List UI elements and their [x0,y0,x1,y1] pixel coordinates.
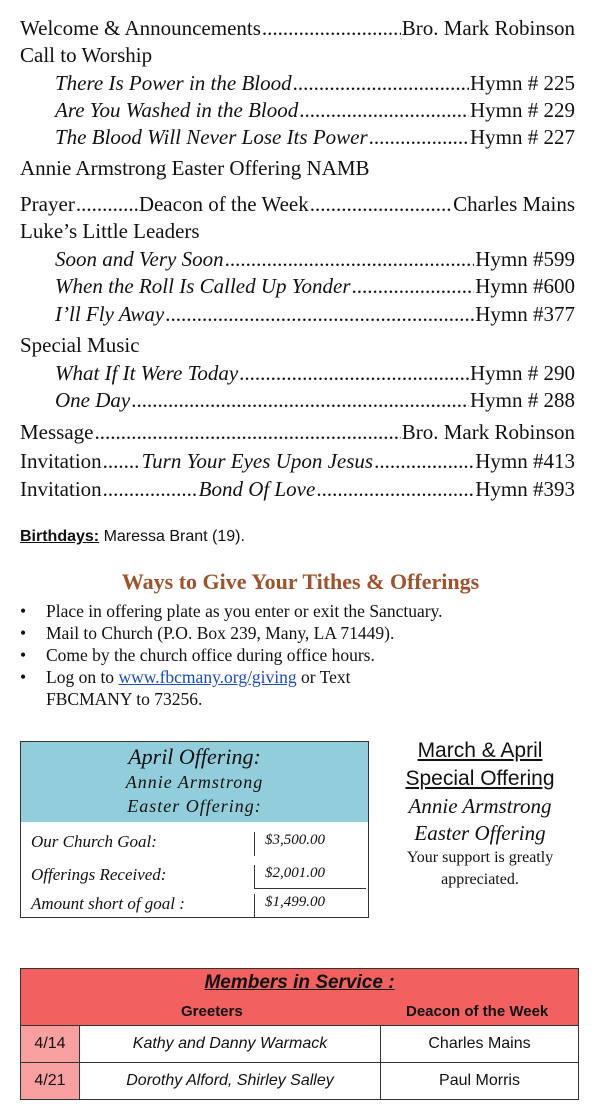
birthdays-text: Maressa Brant (19). [99,528,245,545]
hymn-line: The Blood Will Never Lose Its Power ..... Hymn # 227 [55,124,575,150]
list-item: • Come by the church office during office hours. [20,645,375,665]
members-title: Members in Service : [204,972,395,993]
welcome-line: Welcome & Announcements ..... Bro. Mark Robinson [20,15,575,41]
offering-row: Amount short of goal : $1,499.00 [21,888,368,918]
offering-row: Our Church Goal: $3,500.00 [21,826,368,856]
lukes-little-leaders: Luke’s Little Leaders [20,219,200,243]
bullet-icon: • [20,601,27,621]
members-header [21,969,578,1026]
hymn-line: Are You Washed in the Blood ..... Hymn # 229 [55,97,575,123]
bullet-icon: • [20,623,27,643]
hymn-line: One Day ..... Hymn # 288 [55,387,575,413]
offering-sub1: Annie Armstrong [125,772,264,792]
offering-row: Offerings Received: $2,001.00 [21,859,368,889]
offering-title: April Offering: [128,744,261,769]
birthdays-label: Birthdays: [20,528,100,545]
giving-title: Ways to Give Your Tithes & Offerings [121,569,480,594]
invitation-line: Invitation ..... Bond Of Love ..... Hymn #393 [20,476,575,502]
birthdays [20,528,245,546]
bullet-icon: • [20,645,27,665]
hymn-line: There Is Power in the Blood ..... Hymn # 225 [55,70,575,96]
special-music: Special Music [20,333,140,357]
offering-sub2: Easter Offering: [127,796,262,816]
special-offering: March & April Special Offering Annie Armstrong Easter Offering Your support is greatly appreciated. [405,739,555,888]
table-row: 4/14 Kathy and Danny Warmack Charles Mains [21,1026,578,1063]
hymn-line: I’ll Fly Away ..... Hymn #377 [55,301,575,327]
prayer-line: Prayer ..... Deacon of the Week ..... Charles Mains [20,191,575,217]
deacon-header: Deacon of the Week [406,1003,549,1020]
bullet-icon: • [20,667,27,687]
list-item: • Mail to Church (P.O. Box 239, Many, LA 71449). [20,623,395,643]
annie-offering-line: Annie Armstrong Easter Offering NAMB [20,156,370,180]
hymn-line: Soon and Very Soon ..... Hymn #599 [55,246,575,272]
message-line: Message ..... Bro. Mark Robinson [20,419,575,445]
offering-header [21,742,368,822]
hymn-line: When the Roll Is Called Up Yonder ..... Hymn #600 [55,273,575,299]
list-item: • Log on to www.fbcmany.org/giving or Text [20,667,351,687]
april-offering-box [20,741,369,918]
greeters-header: Greeters [181,1003,243,1020]
giving-list [20,600,443,710]
call-to-worship: Call to Worship [20,43,153,67]
list-item: FBCMANY to 73256. [46,689,203,709]
table-row: 4/21 Dorothy Alford, Shirley Salley Paul Morris [21,1063,578,1099]
members-table [20,968,579,1100]
hymn-line: What If It Were Today ..... Hymn # 290 [55,360,575,386]
invitation-line: Invitation ..... Turn Your Eyes Upon Jesus ..... Hymn #413 [20,448,575,474]
list-item: • Place in offering plate as you enter or exit the Sanctuary. [20,601,443,621]
giving-link[interactable]: www.fbcmany.org/giving [118,667,297,687]
